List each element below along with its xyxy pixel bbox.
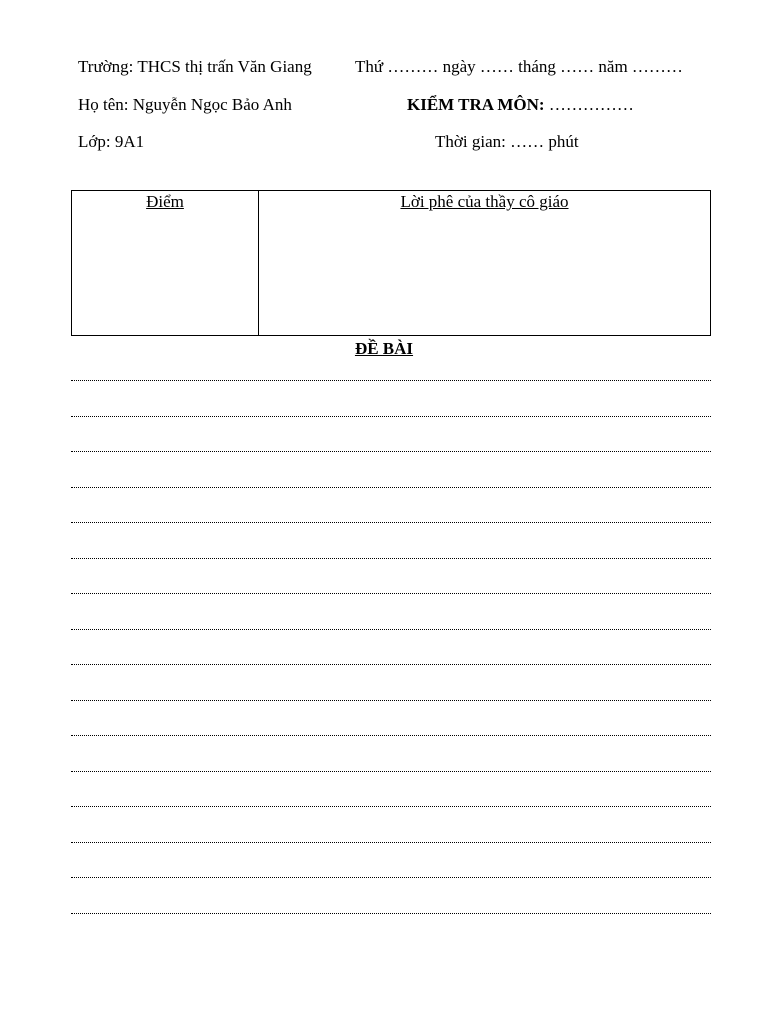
date-line: Thứ ……… ngày …… tháng …… năm ……… (355, 57, 683, 76)
answer-line (71, 796, 711, 832)
answer-line (71, 477, 711, 513)
subject-line (407, 95, 634, 115)
answer-line (71, 619, 711, 655)
answer-line (71, 867, 711, 903)
score-cell (72, 191, 259, 335)
comment-header: Lời phê của thầy cô giáo (400, 192, 569, 211)
answer-line (71, 654, 711, 690)
school-name: Trường: THCS thị trấn Văn Giang (78, 57, 312, 76)
answer-line (71, 512, 711, 548)
subject-label: KIỂM TRA MÔN: (407, 95, 545, 114)
answer-line (71, 583, 711, 619)
score-header: Điểm (146, 192, 184, 211)
score-comment-table (71, 190, 711, 336)
answer-line (71, 761, 711, 797)
class-name: Lớp: 9A1 (78, 132, 145, 151)
subject-blank: …………… (544, 95, 634, 114)
answer-lines (71, 370, 711, 938)
student-name: Họ tên: Nguyễn Ngọc Bảo Anh (78, 95, 292, 114)
exam-title: ĐỀ BÀI (354, 339, 414, 358)
time-line: Thời gian: …… phút (435, 132, 579, 151)
comment-cell (259, 191, 710, 335)
answer-line (71, 690, 711, 726)
answer-line (71, 370, 711, 406)
answer-line (71, 548, 711, 584)
answer-line (71, 832, 711, 868)
answer-line (71, 441, 711, 477)
answer-line (71, 406, 711, 442)
answer-line (71, 903, 711, 939)
answer-line (71, 725, 711, 761)
